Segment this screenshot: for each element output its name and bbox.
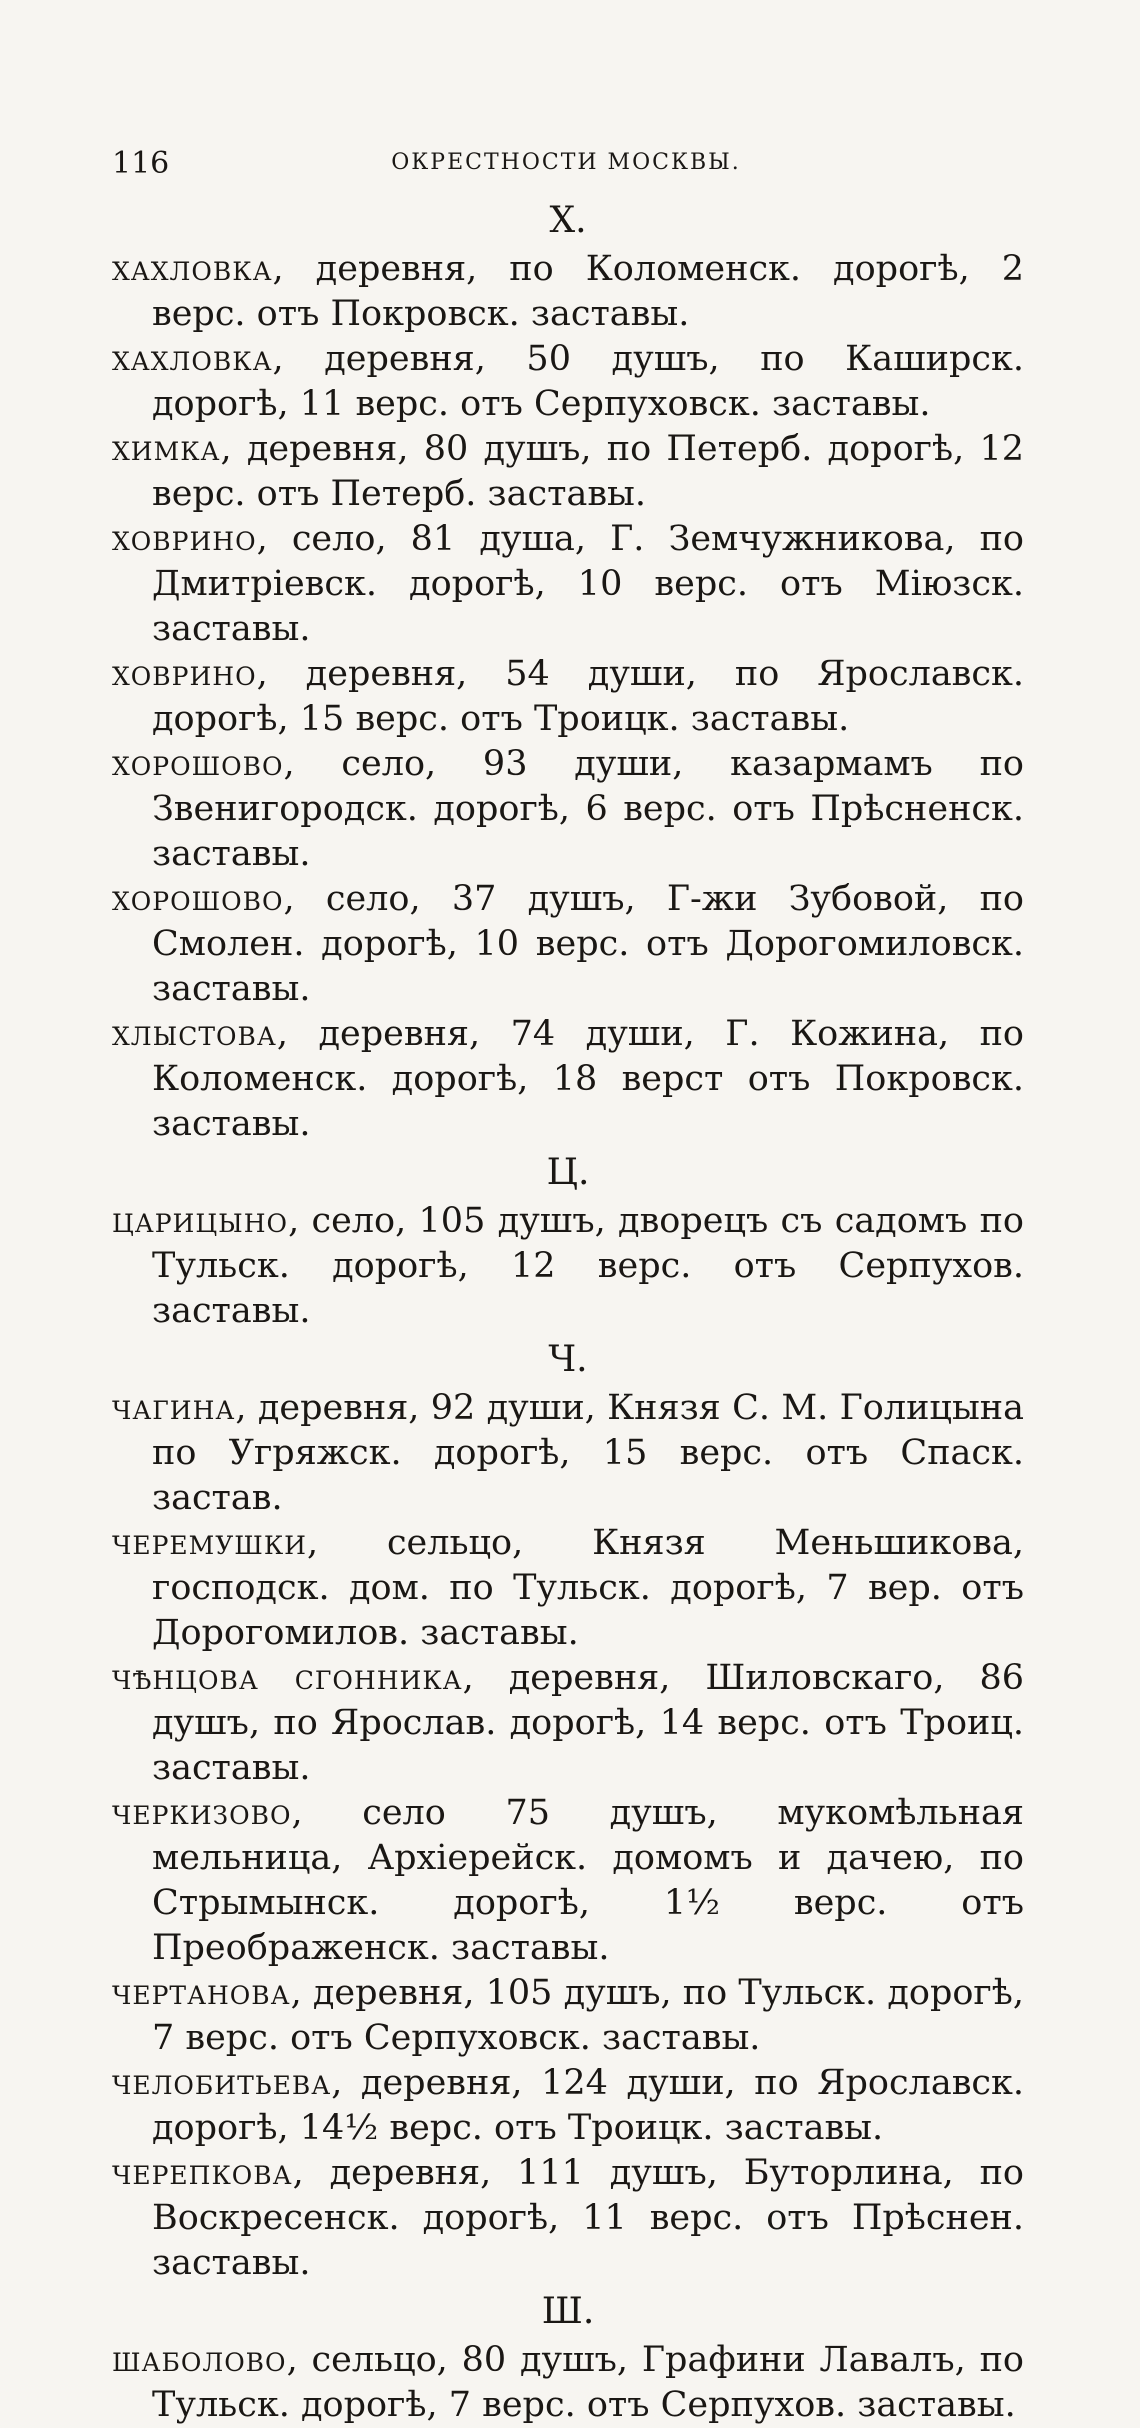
entry: [112, 247, 1024, 337]
section-letter: Ц.: [546, 1152, 590, 1193]
entry-name: хахловка: [112, 249, 273, 289]
entry-text: , деревня, 74 души, Г. Кожина, по Коломенск. дорогѣ, 18 верст отъ Покровск. заставы.: [152, 1014, 1024, 1144]
entry: [112, 877, 1024, 1012]
entry: [112, 1656, 1024, 1791]
entry: [112, 2338, 1024, 2428]
entry-text: , деревня, 111 душъ, Буторлина, по Воскресенск. дорогѣ, 11 верс. отъ Прѣснен. заставы.: [152, 2153, 1024, 2283]
entry-name: чѣнцова сгонника: [112, 1658, 463, 1698]
entry-text: , деревня, по Коломенск. дорогѣ, 2 верс. отъ Покровск. заставы.: [152, 249, 1024, 334]
entry-text: , деревня, 124 души, по Ярославск. дорогѣ, 14½ верс. отъ Троицк. заставы.: [152, 2063, 1024, 2148]
entry-text: , сельцо, Князя Меньшикова, господск. дом. по Тульск. дорогѣ, 7 вер. отъ Дорогомилов. заставы.: [152, 1523, 1024, 1653]
entry-text: , деревня, 92 души, Князя С. М. Голицына по Угряжск. дорогѣ, 15 верс. отъ Спаск. застав.: [152, 1388, 1024, 1518]
entry-name: царицыно: [112, 1201, 289, 1241]
entry: [112, 2061, 1024, 2151]
page-number: 116: [112, 146, 170, 181]
entry: [112, 1791, 1024, 1971]
entry-text: , село, 105 душъ, дворецъ съ садомъ по Тульск. дорогѣ, 12 верс. отъ Серпухов. заставы.: [152, 1201, 1024, 1331]
entry-name: химка: [112, 429, 221, 469]
entry: [112, 337, 1024, 427]
entry-name: хахловка: [112, 339, 273, 379]
page-body: [112, 195, 1024, 2428]
entry-name: черкизово: [112, 1793, 292, 1833]
section-letter: Х.: [549, 200, 587, 241]
entry: [112, 1971, 1024, 2061]
entry: [112, 1386, 1024, 1521]
entry-name: хорошово: [112, 744, 284, 784]
entry-text: , деревня, 50 душъ, по Каширск. дорогѣ, 11 верс. отъ Серпуховск. заставы.: [152, 339, 1024, 424]
section-letter: Ш.: [541, 2291, 595, 2332]
entry: [112, 1012, 1024, 1147]
entry-name: черемушки: [112, 1523, 307, 1563]
entry-name: хлыстова: [112, 1014, 277, 1054]
entry: [112, 517, 1024, 652]
entry-text: , деревня, 54 души, по Ярославск. дорогѣ, 15 верс. отъ Троицк. заставы.: [152, 654, 1024, 739]
entry-text: , деревня, Шиловскаго, 86 душъ, по Ярослав. дорогѣ, 14 верс. отъ Троиц. заставы.: [152, 1658, 1025, 1788]
entry-name: челобитьева: [112, 2063, 332, 2103]
entry: [112, 427, 1024, 517]
section-letter: Ч.: [548, 1339, 588, 1380]
entry: [112, 742, 1024, 877]
entry-text: , деревня, 80 душъ, по Петерб. дорогѣ, 12 верс. отъ Петерб. заставы.: [152, 429, 1024, 514]
entry-text: , село 75 душъ, мукомѣльная мельница, Архіерейск. домомъ и дачею, по Стрымынск. дорогѣ, 1½ верс. отъ Преображенск. заставы.: [152, 1793, 1024, 1968]
entry-text: , деревня, 105 душъ, по Тульск. дорогѣ, 7 верс. отъ Серпуховск. заставы.: [152, 1973, 1024, 2058]
entry: [112, 652, 1024, 742]
entry-name: хорошово: [112, 879, 284, 919]
entry: [112, 1521, 1024, 1656]
entry-name: чагина: [112, 1388, 236, 1428]
entry-text: , село, 81 душа, Г. Земчужникова, по Дмитріевск. дорогѣ, 10 верс. отъ Міюзск. заставы.: [152, 519, 1024, 649]
entry-text: , село, 93 души, казармамъ по Звенигородск. дорогѣ, 6 верс. отъ Прѣсненск. заставы.: [152, 744, 1024, 874]
entry: [112, 2151, 1024, 2286]
entry-name: ховрино: [112, 519, 257, 559]
entry-name: ховрино: [112, 654, 257, 694]
entry-name: шаболово: [112, 2340, 287, 2380]
entry-name: чертанова: [112, 1973, 291, 2013]
running-head: [112, 146, 1020, 186]
running-title: ОКРЕСТНОСТИ МОСКВЫ.: [391, 150, 741, 175]
entry-name: черепкова: [112, 2153, 293, 2193]
entry: [112, 1199, 1024, 1334]
entry-text: , село, 37 душъ, Г-жи Зубовой, по Смолен. дорогѣ, 10 верс. отъ Дорогомиловск. заставы.: [152, 879, 1024, 1009]
entry-text: , сельцо, 80 душъ, Графини Лавалъ, по Тульск. дорогѣ, 7 верс. отъ Серпухов. заставы.: [152, 2340, 1024, 2425]
